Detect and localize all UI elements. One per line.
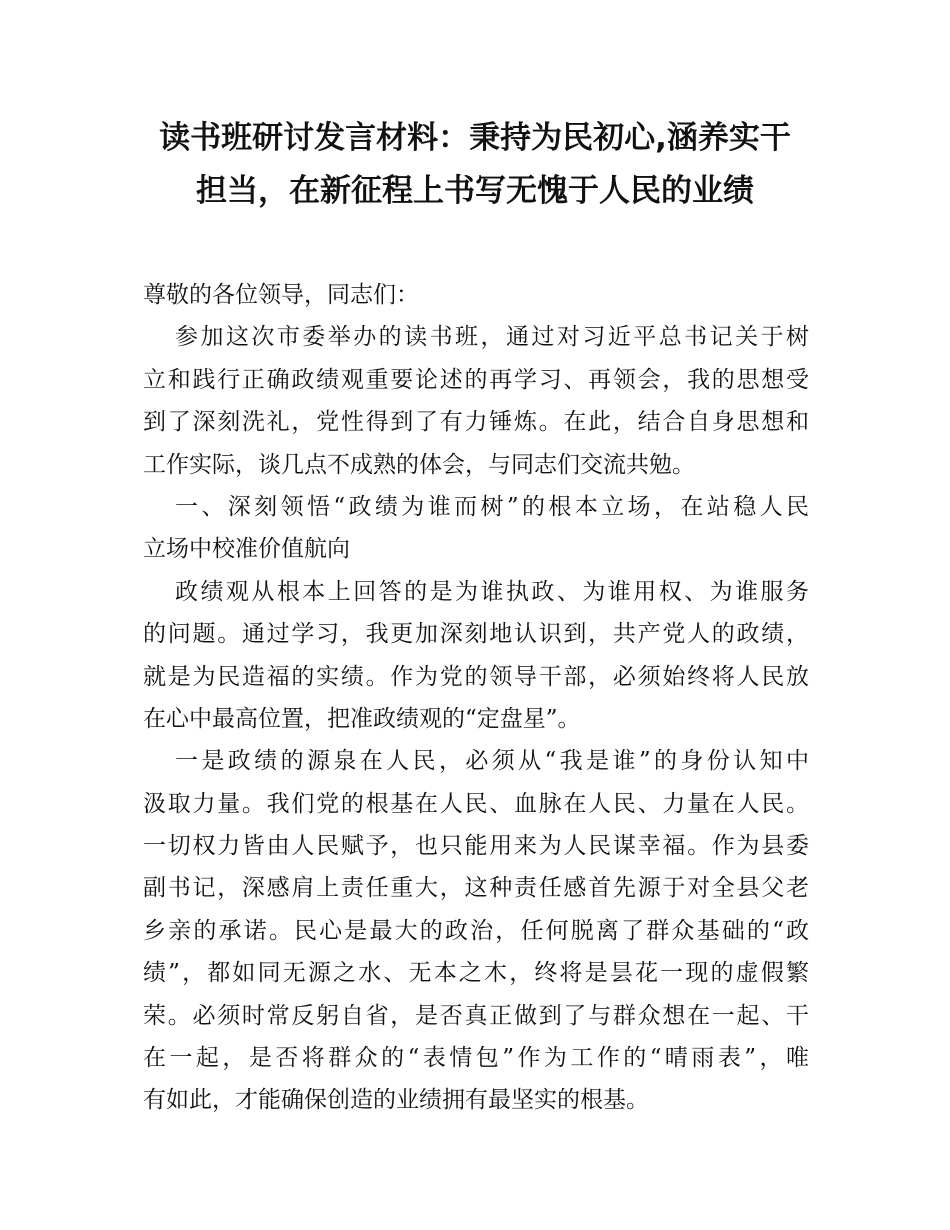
paragraph-line: 在心中最高位置，把准政绩观的“定盘星”。 (143, 705, 581, 732)
paragraph-line: 荣。必须时常反躬自省，是否真正做到了与群众想在一起、干 (143, 1002, 809, 1029)
paragraph-line: 绩”，都如同无源之水、无本之木，终将是昙花一现的虚假繁 (143, 960, 809, 987)
paragraph (143, 316, 809, 486)
paragraph-line: 政绩观从根本上回答的是为谁执政、为谁用权、为谁服务 (175, 578, 809, 605)
document-body (143, 274, 809, 1122)
paragraph-line: 一切权力皆由人民赋予，也只能用来为人民谋幸福。作为县委 (143, 833, 809, 860)
title-line-2: 担当，在新征程上书写无愧于人民的业绩 (196, 173, 754, 209)
paragraph-line: 工作实际，谈几点不成熟的体会，与同志们交流共勉。 (143, 451, 695, 478)
paragraph (143, 740, 809, 1122)
paragraph-line: 到了深刻洗礼，党性得到了有力锤炼。在此，结合自身思想和 (143, 409, 809, 436)
paragraph-line: 汲取力量。我们党的根基在人民、血脉在人民、力量在人民。 (143, 790, 809, 817)
paragraph-line: 乡亲的承诺。民心是最大的政治，任何脱离了群众基础的“政 (143, 917, 809, 944)
paragraph (143, 274, 809, 316)
paragraph-line: 立和践行正确政绩观重要论述的再学习、再领会，我的思想受 (143, 366, 809, 393)
document-title (0, 112, 950, 218)
paragraph (143, 571, 809, 741)
paragraph-line: 立场中校准价值航向 (143, 536, 350, 563)
paragraph-line: 在一起，是否将群众的“表情包”作为工作的“晴雨表”，唯 (143, 1045, 809, 1072)
title-line-1: 读书班研讨发言材料：秉持为民初心,涵养实干 (159, 120, 791, 156)
paragraph-line: 参加这次市委举办的读书班，通过对习近平总书记关于树 (175, 324, 809, 351)
paragraph-line: 有如此，才能确保创造的业绩拥有最坚实的根基。 (143, 1087, 649, 1114)
paragraph-line: 就是为民造福的实绩。作为党的领导干部，必须始终将人民放 (143, 663, 809, 690)
paragraph (143, 486, 809, 571)
paragraph-line: 尊敬的各位领导，同志们： (143, 282, 419, 308)
paragraph-line: 副书记，深感肩上责任重大，这种责任感首先源于对全县父老 (143, 875, 809, 902)
paragraph-line: 的问题。通过学习，我更加深刻地认识到，共产党人的政绩， (143, 621, 809, 648)
paragraph-line: 一是政绩的源泉在人民，必须从“我是谁”的身份认知中 (175, 748, 809, 775)
paragraph-line: 一、深刻领悟“政绩为谁而树”的根本立场，在站稳人民 (175, 493, 809, 520)
